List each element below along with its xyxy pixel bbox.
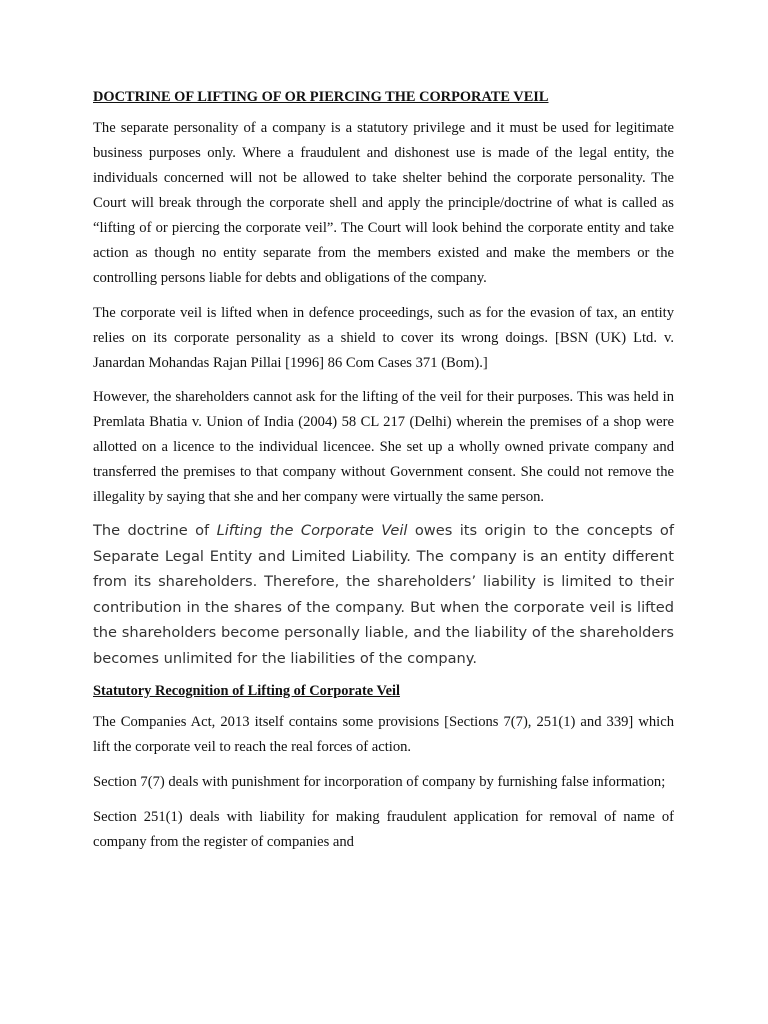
doctrine-text-rest: owes its origin to the concepts of Separate Legal Entity and Limited Liability. The company is an entity different from its shareholders. Therefore, the shareholders’ liability is limited to their contribution in the shares of the company. But when the corporate veil is lifted the shareholders become personally liable, and the liability of the shareholders becomes unlimited for the liabilities of the company. <box>93 522 675 667</box>
paragraph-doctrine-origin <box>93 518 674 672</box>
paragraph-companies-act: The Companies Act, 2013 itself contains some provisions [Sections 7(7), 251(1) and 339] which lift the corporate veil to reach the real forces of action. <box>93 713 674 755</box>
document-title: DOCTRINE OF LIFTING OF OR PIERCING THE CORPORATE VEIL <box>93 89 549 105</box>
paragraph-section-7-7: Section 7(7) deals with punishment for incorporation of company by furnishing false information; <box>93 773 666 790</box>
paragraph-separate-personality: The separate personality of a company is a statutory privilege and it must be used for legitimate business purposes only. Where a fraudulent and dishonest use is made of the legal entity, the individuals concerned will not be allowed to take shelter behind the corporate personality. The Court will break through the corporate shell and apply the principle/doctrine of what is called as “lifting of or piercing the corporate veil”. The Court will look behind the corporate entity and take action as though no entity separate from the members existed and make the members or the controlling persons liable for debts and obligations of the company. <box>93 120 674 286</box>
doctrine-text-start: The doctrine of <box>93 522 217 539</box>
paragraph-shareholders-cannot-ask: However, the shareholders cannot ask for the lifting of the veil for their purposes. This was held in Premlata Bhatia v. Union of India (2004) 58 CL 217 (Delhi) wherein the premises of a shop were allotted on a licence to the individual licencee. She set up a wholly owned private company and transferred the premises to that company without Government consent. She could not remove the illegality by saying that she and her company were virtually the same person. <box>93 389 674 505</box>
paragraph-defence-proceedings: The corporate veil is lifted when in defence proceedings, such as for the evasion of tax, an entity relies on its corporate personality as a shield to cover its wrong doings. [BSN (UK) Ltd. v. Janardan Mohandas Rajan Pillai [1996] 86 Com Cases 371 (Bom).] <box>93 305 674 371</box>
paragraph-section-251-1: Section 251(1) deals with liability for making fraudulent application for removal of name of company from the register of companies and <box>93 808 674 850</box>
document-page <box>93 88 674 855</box>
section-subheading: Statutory Recognition of Lifting of Corporate Veil <box>93 682 400 699</box>
doctrine-italic-term: Lifting the Corporate Veil <box>216 522 408 539</box>
